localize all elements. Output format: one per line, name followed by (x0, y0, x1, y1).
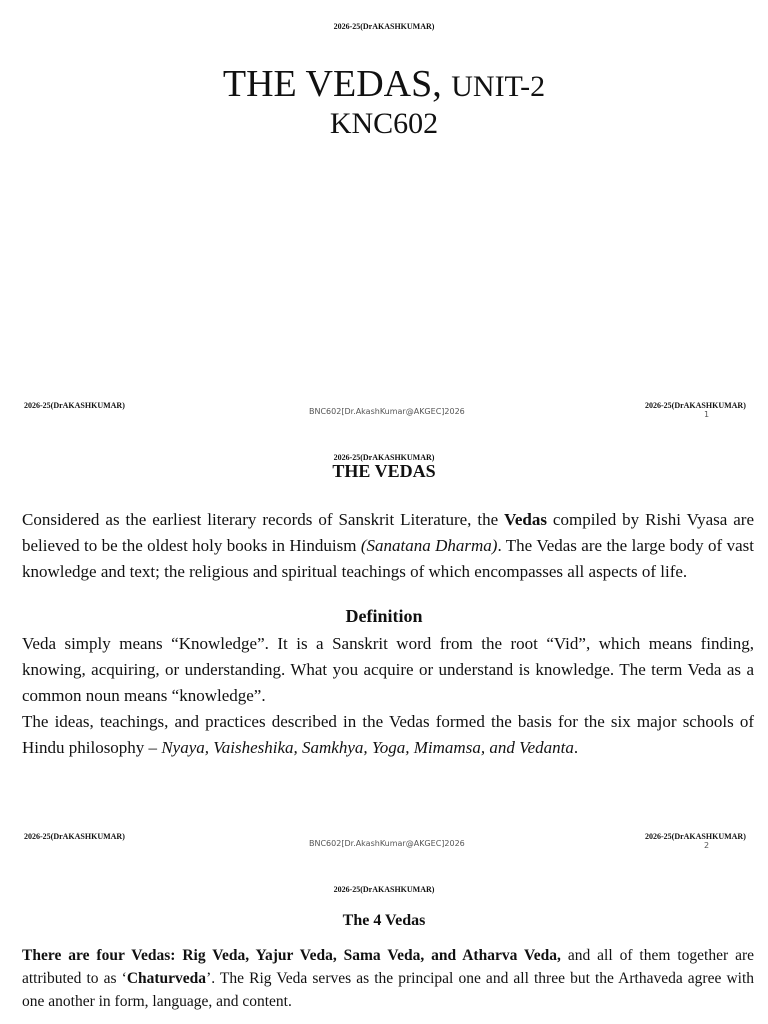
page-number: 2 (704, 841, 710, 850)
footer-center-text: BNC602[Dr.AkashKumar@AKGEC]2026 (309, 407, 465, 416)
footer-left-tag: 2026-25(DrAKASHKUMAR) (24, 832, 125, 841)
chaturveda-bold: Chaturveda (126, 970, 207, 987)
page-title (0, 60, 768, 111)
header-tag: 2026-25(DrAKASHKUMAR) (333, 453, 435, 462)
four-vedas-text: and all of them together are attributed to as ‘ (22, 947, 754, 987)
section-title: The 4 Vedas (342, 912, 426, 929)
intro-text: Considered as the earliest literary records of Sanskrit Literature, the (22, 510, 505, 529)
page-title-unit: UNIT-2 (451, 70, 546, 103)
intro-italic: (Sanatana Dharma) (360, 536, 498, 555)
footer-right-tag: 2026-25(DrAKASHKUMAR) (645, 832, 746, 841)
schools-text: The ideas, teachings, and practices described in the Vedas formed the basis for the six major schools of Hindu philosophy – (22, 712, 754, 757)
intro-paragraph (22, 507, 754, 585)
footer-center-text: BNC602[Dr.AkashKumar@AKGEC]2026 (309, 839, 465, 848)
intro-bold: Vedas (504, 510, 547, 529)
section-title: THE VEDAS (332, 461, 436, 481)
definition-heading: Definition (345, 606, 423, 626)
footer-right-tag: 2026-25(DrAKASHKUMAR) (645, 401, 746, 410)
four-vedas-paragraph (22, 944, 754, 1013)
schools-italic: Nyaya, Vaisheshika, Samkhya, Yoga, Mimamsa, and Vedanta (161, 738, 574, 757)
definition-paragraph: Veda simply means “Knowledge”. It is a Sanskrit word from the root “Vid”, which means finding, knowing, acquiring, or understanding. What you acquire or understand is knowledge. The term Veda as a common noun means “knowledge”. (22, 634, 754, 705)
four-vedas-text: ’. The Rig Veda serves as the principal one and all three but the Arthaveda agree with one another in form, language, and content. (22, 970, 755, 1010)
definition-body (22, 631, 754, 761)
schools-paragraph (22, 709, 754, 761)
course-code: KNC602 (329, 107, 439, 140)
page-title-text: THE VEDAS, (222, 63, 452, 105)
intro-text: compiled by Rishi Vyasa are believed to be the oldest holy books in Hinduism (22, 510, 754, 555)
schools-text: . (573, 738, 579, 757)
four-vedas-bold: There are four Vedas: Rig Veda, Yajur Veda, Sama Veda, and Atharva Veda, (22, 947, 561, 964)
footer-left-tag: 2026-25(DrAKASHKUMAR) (24, 401, 125, 410)
page-number: 1 (704, 410, 710, 419)
header-tag: 2026-25(DrAKASHKUMAR) (333, 22, 435, 31)
header-tag: 2026-25(DrAKASHKUMAR) (333, 885, 435, 894)
intro-text: . The Vedas are the large body of vast knowledge and text; the religious and spiritual teachings of which encompasses all aspects of life. (22, 536, 754, 581)
